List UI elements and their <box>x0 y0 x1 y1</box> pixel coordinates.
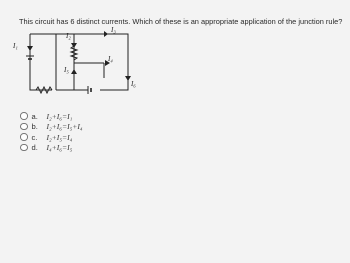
radio-button[interactable] <box>20 133 28 141</box>
option-letter: d. <box>31 143 38 152</box>
label-i2: I₂ <box>66 32 71 40</box>
option-a[interactable] <box>20 111 83 121</box>
label-i3: I₃ <box>111 26 116 34</box>
option-text: I₄+I₆=I₅ <box>46 143 73 152</box>
label-i1: I₁ <box>13 42 18 50</box>
circuit-diagram <box>0 0 350 120</box>
label-i6: I₆ <box>131 80 136 88</box>
option-letter: b. <box>31 122 38 131</box>
radio-button[interactable] <box>20 112 28 120</box>
option-b[interactable] <box>20 122 83 132</box>
option-letter: c. <box>31 132 38 142</box>
option-text: I₂+I₅=I₄ <box>46 132 73 142</box>
question-text: This circuit has 6 distinct currents. Which of these is an appropriate application of the junction rule? <box>19 17 343 26</box>
option-d[interactable] <box>20 143 83 153</box>
radio-button[interactable] <box>20 144 28 152</box>
option-text: I₂+I₆=I₁ <box>46 111 73 121</box>
radio-button[interactable] <box>20 123 28 131</box>
label-i4: I₄ <box>108 55 113 63</box>
option-text: I₂+I₆=I₅+I₄ <box>46 122 83 131</box>
answer-options <box>20 111 83 153</box>
option-c[interactable] <box>20 132 83 142</box>
option-letter: a. <box>31 111 38 121</box>
label-i5: I₅ <box>64 66 69 74</box>
